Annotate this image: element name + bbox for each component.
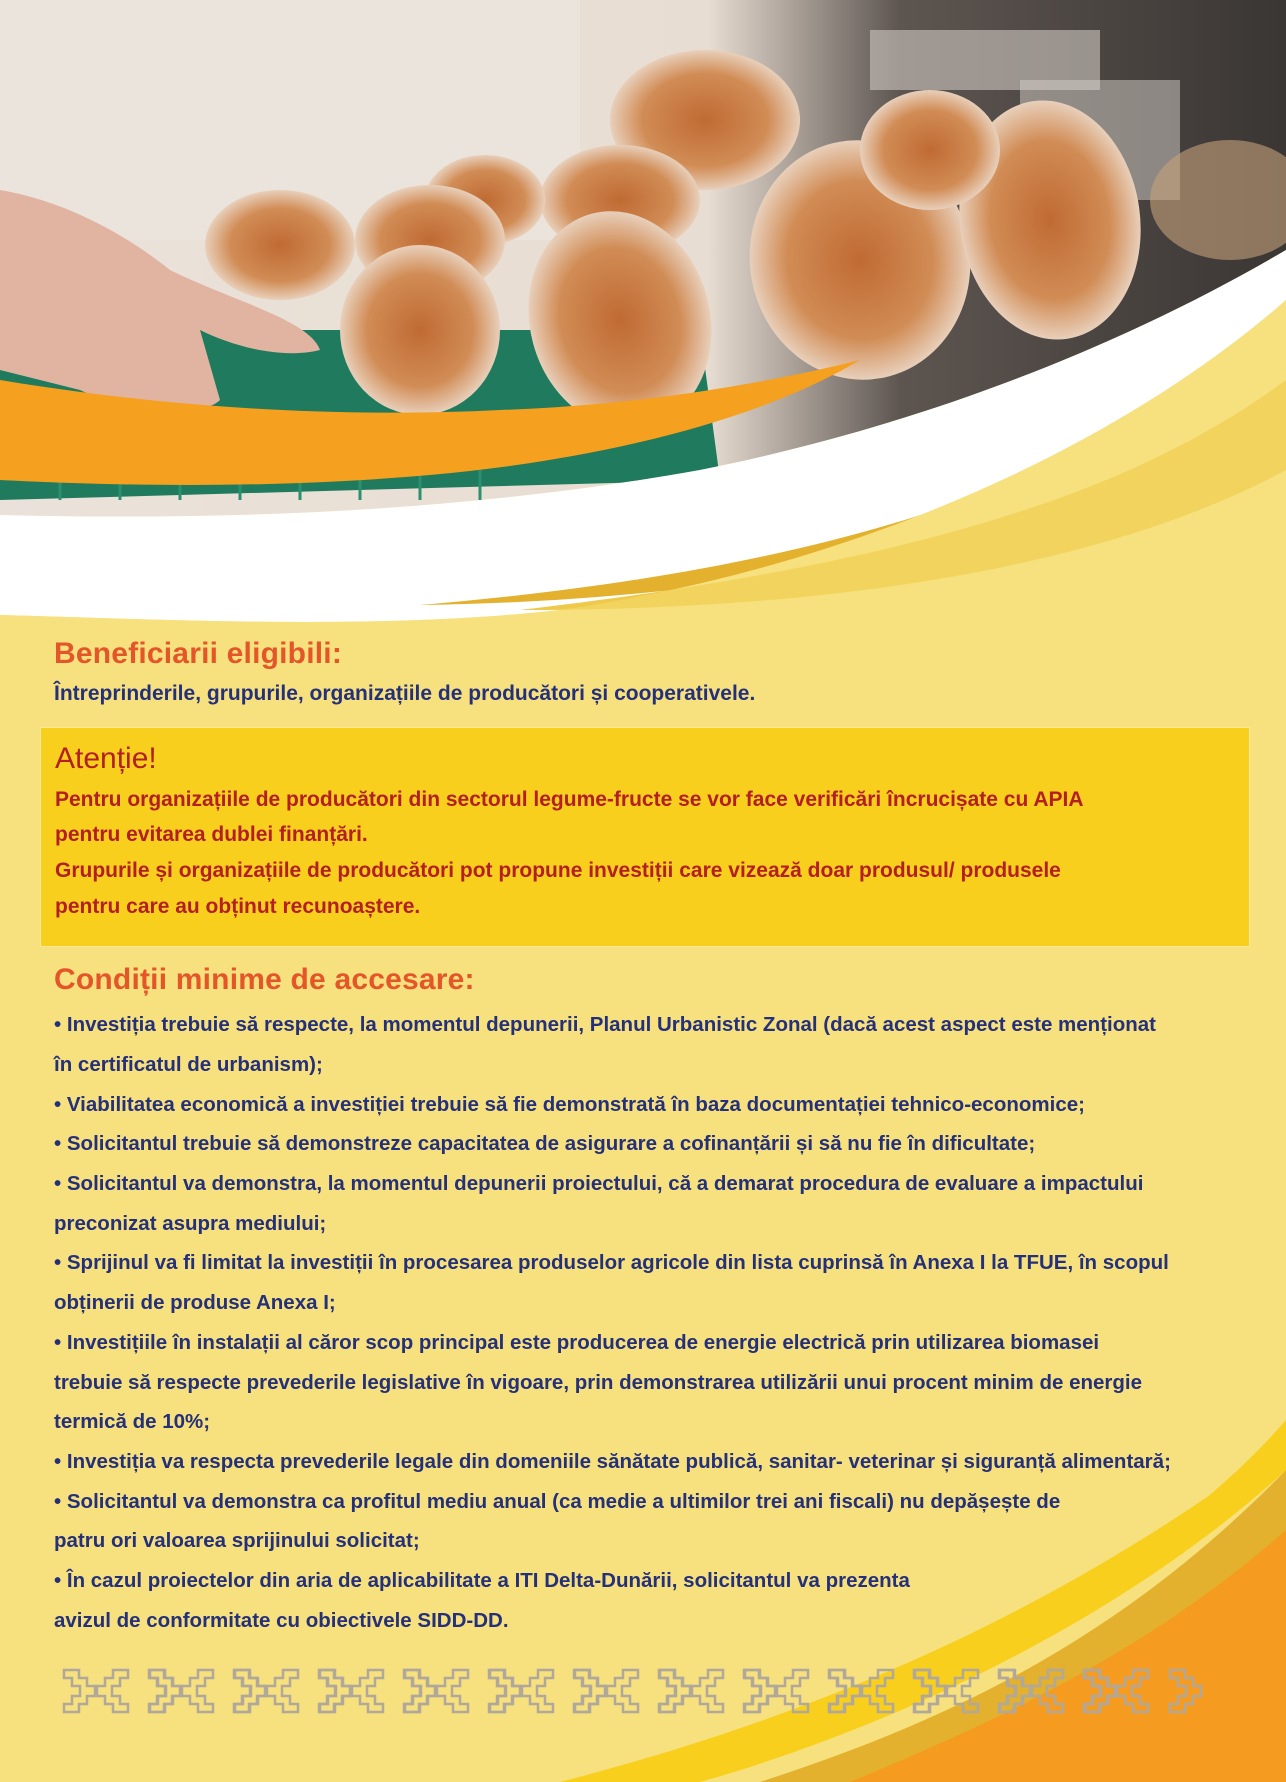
- condition-line: preconizat asupra mediului;: [54, 1212, 327, 1235]
- attention-line: Pentru organizațiile de producători din sectorul legume-fructe se vor face verificări încrucișate cu APIA: [55, 788, 1084, 811]
- attention-title: Atenție!: [55, 742, 157, 775]
- condition-line: în certificatul de urbanism);: [54, 1053, 323, 1076]
- condition-line: • Investițiile în instalații al căror scop principal este producerea de energie electrică prin utilizarea biomasei: [54, 1331, 1100, 1354]
- condition-line: • Viabilitatea economică a investiției trebuie să fie demonstrată în baza documentației tehnico-economice;: [54, 1093, 1085, 1116]
- condition-line: • Sprijinul va fi limitat la investiții în procesarea produselor agricole din lista cuprinsă în Anexa I la TFUE, în scopul: [54, 1251, 1169, 1274]
- condition-line: trebuie să respecte prevederile legislative în vigoare, prin demonstrarea utilizării unui procent minim de energie: [54, 1371, 1142, 1394]
- attention-line: pentru care au obținut recunoaștere.: [55, 895, 421, 918]
- condition-line: • Solicitantul trebuie să demonstreze capacitatea de asigurare a cofinanțării și să nu fie în dificultate;: [54, 1132, 1036, 1155]
- condition-line: • În cazul proiectelor din aria de aplicabilitate a ITI Delta-Dunării, solicitantul va prezenta: [54, 1569, 910, 1592]
- condition-line: patru ori valoarea sprijinului solicitat;: [54, 1529, 420, 1552]
- attention-box: [40, 727, 1250, 947]
- condition-line: termică de 10%;: [54, 1410, 211, 1433]
- beneficiaries-text: Întreprinderile, grupurile, organizațiile de producători și cooperativele.: [54, 682, 756, 705]
- attention-line: Grupurile și organizațiile de producători pot propune investiții care vizează doar produsul/ produsele: [55, 859, 1061, 882]
- condition-line: • Investiția va respecta prevederile legale din domeniile sănătate publică, sanitar- veterinar și siguranță alimentară;: [54, 1450, 1171, 1473]
- conditions-title: Condiții minime de accesare:: [54, 963, 475, 996]
- condition-line: • Solicitantul va demonstra ca profitul mediu anual (ca medie a ultimilor trei ani fiscali) nu depășește de: [54, 1490, 1061, 1513]
- condition-line: obținerii de produse Anexa I;: [54, 1291, 336, 1314]
- attention-line: pentru evitarea dublei finanțări.: [55, 823, 368, 846]
- beneficiaries-title: Beneficiarii eligibili:: [54, 637, 343, 670]
- condition-line: • Investiția trebuie să respecte, la momentul depunerii, Planul Urbanistic Zonal (dacă acest aspect este menționat: [54, 1013, 1156, 1036]
- condition-line: • Solicitantul va demonstra, la momentul depunerii proiectului, că a demarat procedura de evaluare a impactului: [54, 1172, 1144, 1195]
- condition-line: avizul de conformitate cu obiectivele SIDD-DD.: [54, 1609, 509, 1632]
